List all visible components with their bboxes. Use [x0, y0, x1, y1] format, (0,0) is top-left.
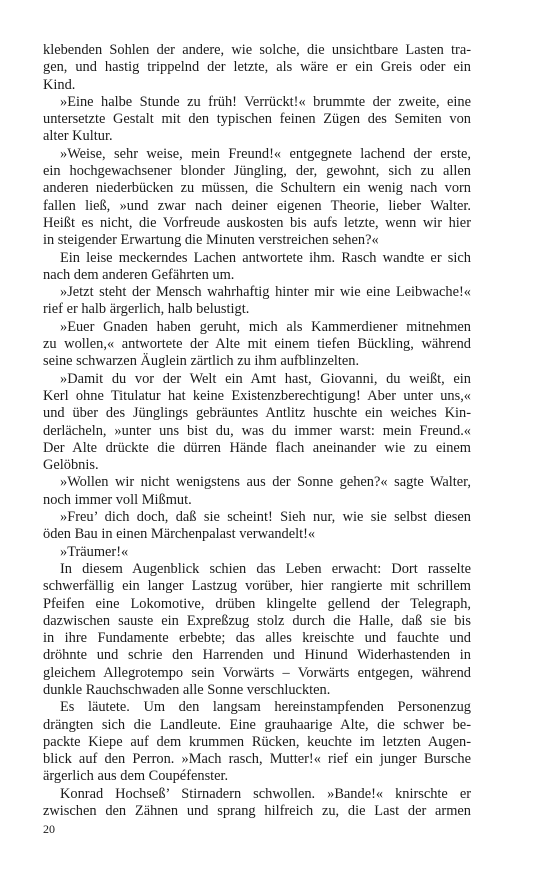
text-line: gleichem Allegrotempo sein Vorwärts – Vorwärts entgegen, während — [43, 664, 471, 681]
text-line: Konrad Hochseß’ Stirnadern schwollen. »Bande!« knirschte er — [60, 785, 471, 802]
text-line: dazwischen sauste ein Expreßzug stolz durch die Halle, daß sie bis — [43, 612, 471, 629]
text-line: seine schwarzen Äuglein zärtlich zu ihm aufblinzelten. — [43, 353, 360, 370]
text-line: noch immer voll Mißmut. — [43, 491, 192, 508]
text-line: Heißt es nicht, die Vorfreude auskosten bis aufs letzte, wenn wir hier — [43, 214, 471, 231]
text-line: »Jetzt steht der Mensch wahrhaftig hinter mir wie eine Leibwache!« — [60, 284, 471, 301]
text-line: Der Alte drückte die dürren Hände flach aneinander wie zu einem — [43, 439, 471, 456]
text-line: untersetzte Gestalt mit den typischen feinen Zügen des Semiten von — [43, 111, 471, 128]
text-line: alter Kultur. — [43, 128, 113, 145]
text-line: Gelöbnis. — [43, 457, 99, 474]
text-line: und über des Jünglings gebräuntes Antlitz huschte ein weiches Kin- — [43, 405, 471, 422]
text-line: fallen ließ, »und zwar nach deiner eigenen Theorie, lieber Walter. — [43, 197, 471, 214]
text-line: ein hochgewachsener blonder Jüngling, der, gewohnt, sich zu allen — [43, 163, 471, 180]
text-line: Kind. — [43, 76, 76, 93]
text-line: In diesem Augenblick schien das Leben erwacht: Dort rasselte — [60, 560, 471, 577]
text-line: zwischen den Zähnen und sprang hilfreich zu, die Last der armen — [43, 803, 471, 820]
text-line: »Eine halbe Stunde zu früh! Verrückt!« brummte der zweite, eine — [60, 93, 471, 110]
text-line: »Träumer!« — [60, 543, 129, 560]
text-line: dröhnte und schrie den Harrenden und Hinund Widerhastenden in — [43, 647, 471, 664]
text-line: ärgerlich aus dem Coupéfenster. — [43, 768, 229, 785]
book-page-text — [43, 42, 471, 820]
text-line: »Damit du vor der Welt ein Amt hast, Giovanni, du weißt, ein — [60, 370, 471, 387]
text-line: Es läutete. Um den langsam hereinstampfenden Personenzug — [60, 699, 471, 716]
text-line: schwerfällig ein langer Lastzug vorüber, hier rangierte mit schrillem — [43, 578, 471, 595]
text-line: »Euer Gnaden haben geruht, mich als Kammerdiener mitnehmen — [60, 318, 471, 335]
text-line: »Wollen wir nicht wenigstens aus der Sonne gehen?« sagte Walter, — [60, 474, 471, 491]
text-line: blick auf den Perron. »Mach rasch, Mutter!« rief ein junger Bursche — [43, 751, 471, 768]
text-line: rief er halb ärgerlich, halb belustigt. — [43, 301, 250, 318]
text-line: »Weise, sehr weise, mein Freund!« entgegnete lachend der erste, — [60, 145, 471, 162]
text-line: zu wollen,« antwortete der Alte mit einem tiefen Bückling, während — [43, 336, 471, 353]
text-line: in steigender Erwartung die Minuten verstreichen sehen?« — [43, 232, 379, 249]
text-line: drängten sich die Landleute. Eine grauhaarige Alte, die schwer be- — [43, 716, 471, 733]
text-line: gen, und hastig trippelnd der letzte, als wäre er ein Greis oder ein — [43, 59, 471, 76]
text-line: packte Kiepe auf dem krummen Rücken, keuchte im letzten Augen- — [43, 733, 471, 750]
text-line: dunkle Rauchschwaden alle Sonne verschluckten. — [43, 681, 331, 698]
text-line: »Freu’ dich doch, daß sie scheint! Sieh nur, wie sie selbst diesen — [60, 509, 471, 526]
text-line: Pfeifen eine Lokomotive, drüben klingelte gellend der Telegraph, — [43, 595, 471, 612]
text-line: Ein leise meckerndes Lachen antwortete ihm. Rasch wandte er sich — [60, 249, 471, 266]
text-line: nach dem anderen Gefährten um. — [43, 266, 235, 283]
text-line: anderen niederbücken zu müssen, die Schultern ein wenig nach vorn — [43, 180, 471, 197]
text-line: Kerl ohne Titulatur hat keine Existenzberechtigung! Aber unter uns,« — [43, 387, 471, 404]
page-number: 20 — [43, 822, 55, 836]
text-line: derlächeln, »unter uns bist du, was du immer warst: mein Freund.« — [43, 422, 471, 439]
text-line: klebenden Sohlen der andere, wie solche, die unsichtbare Lasten tra- — [43, 42, 471, 58]
text-line: in ihre Fundamente erbebte; das alles kreischte und fauchte und — [43, 630, 471, 647]
text-line: öden Bau in einen Märchenpalast verwandelt!« — [43, 526, 316, 543]
